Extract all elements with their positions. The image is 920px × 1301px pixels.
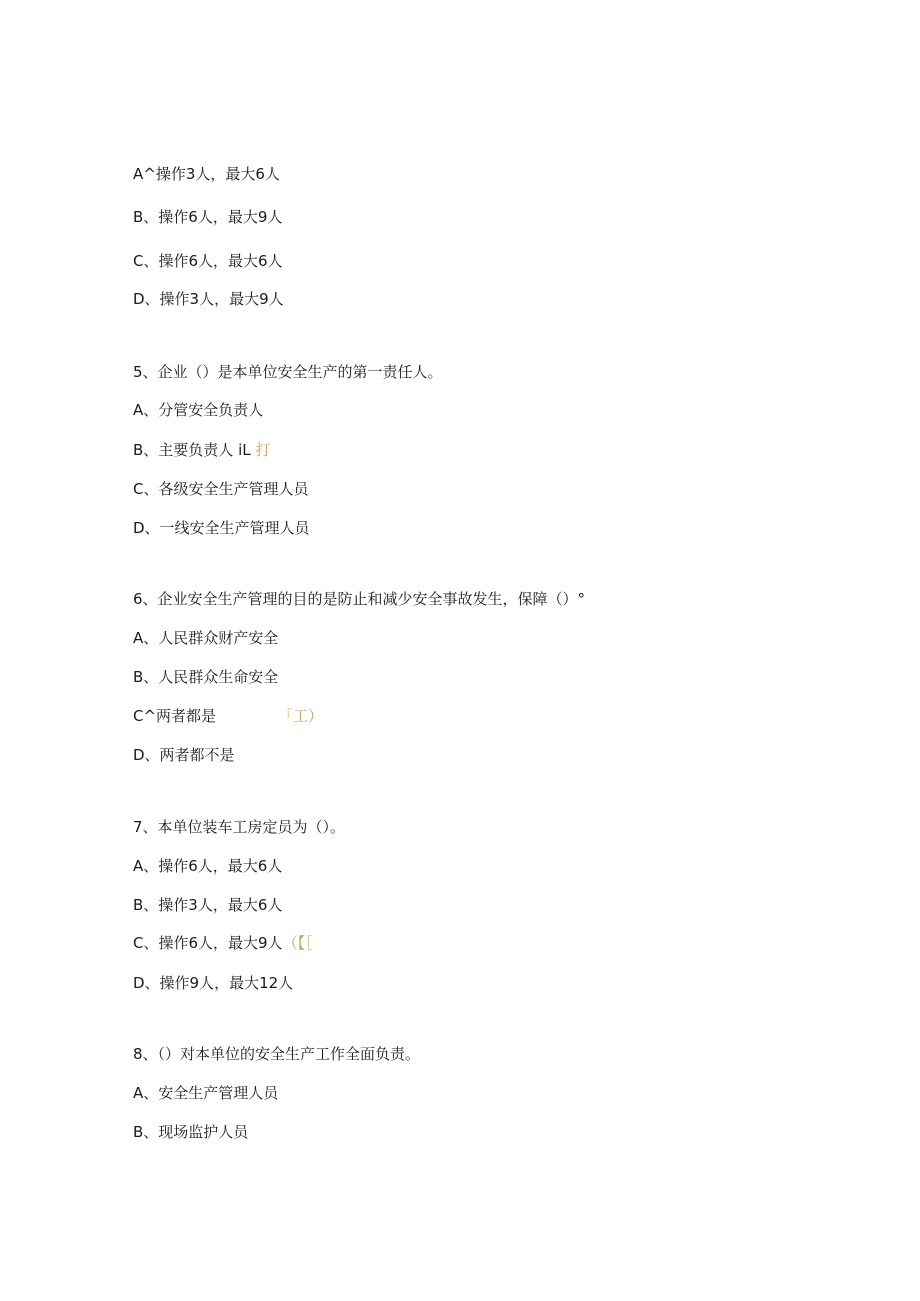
q6-option-a: A、人民群众财产安全 (133, 629, 279, 647)
q6-option-c-text: C^两者都是 (133, 707, 217, 725)
q5-question: 5、企业（）是本单位安全生产的第一责任人。 (133, 363, 443, 381)
q6-answer-mark: 「工） (278, 707, 324, 725)
q7-option-b: B、操作3人，最大6人 (133, 896, 283, 914)
q7-option-d: D、操作9人，最大12人 (133, 974, 294, 992)
q5-option-d: D、一线安全生产管理人员 (133, 519, 310, 537)
q7-question: 7、本单位装车工房定员为（）。 (133, 818, 346, 836)
q7-option-c-text: C、操作6人，最大9人 (133, 934, 283, 952)
q6-question: 6、企业安全生产管理的目的是防止和减少安全事故发生，保障（）° (133, 590, 586, 608)
q4-option-a: A^操作3人，最大6人 (133, 165, 280, 183)
q6-option-c (133, 706, 323, 726)
q8-option-a: A、安全生产管理人员 (133, 1084, 279, 1102)
q4-option-b: B、操作6人，最大9人 (133, 208, 283, 226)
q8-option-b: B、现场监护人员 (133, 1123, 249, 1141)
q5-option-b-extra: iL (238, 441, 251, 459)
q5-option-c: C、各级安全生产管理人员 (133, 480, 309, 498)
q8-question: 8、（）对本单位的安全生产工作全面负责。 (133, 1045, 421, 1063)
q5-option-a: A、分管安全负责人 (133, 401, 264, 419)
q5-option-b-text: B、主要负责人 (133, 441, 234, 459)
q5-option-b (133, 440, 270, 460)
q6-option-b: B、人民群众生命安全 (133, 668, 279, 686)
q7-answer-mark: （【［ (282, 934, 313, 952)
q4-option-d: D、操作3人，最大9人 (133, 290, 284, 308)
q6-option-d: D、两者都不是 (133, 746, 235, 764)
q5-answer-mark: 打 (255, 441, 271, 459)
q4-option-c: C、操作6人，最大6人 (133, 252, 283, 270)
q7-option-a: A、操作6人，最大6人 (133, 857, 283, 875)
q7-option-c (133, 933, 313, 953)
